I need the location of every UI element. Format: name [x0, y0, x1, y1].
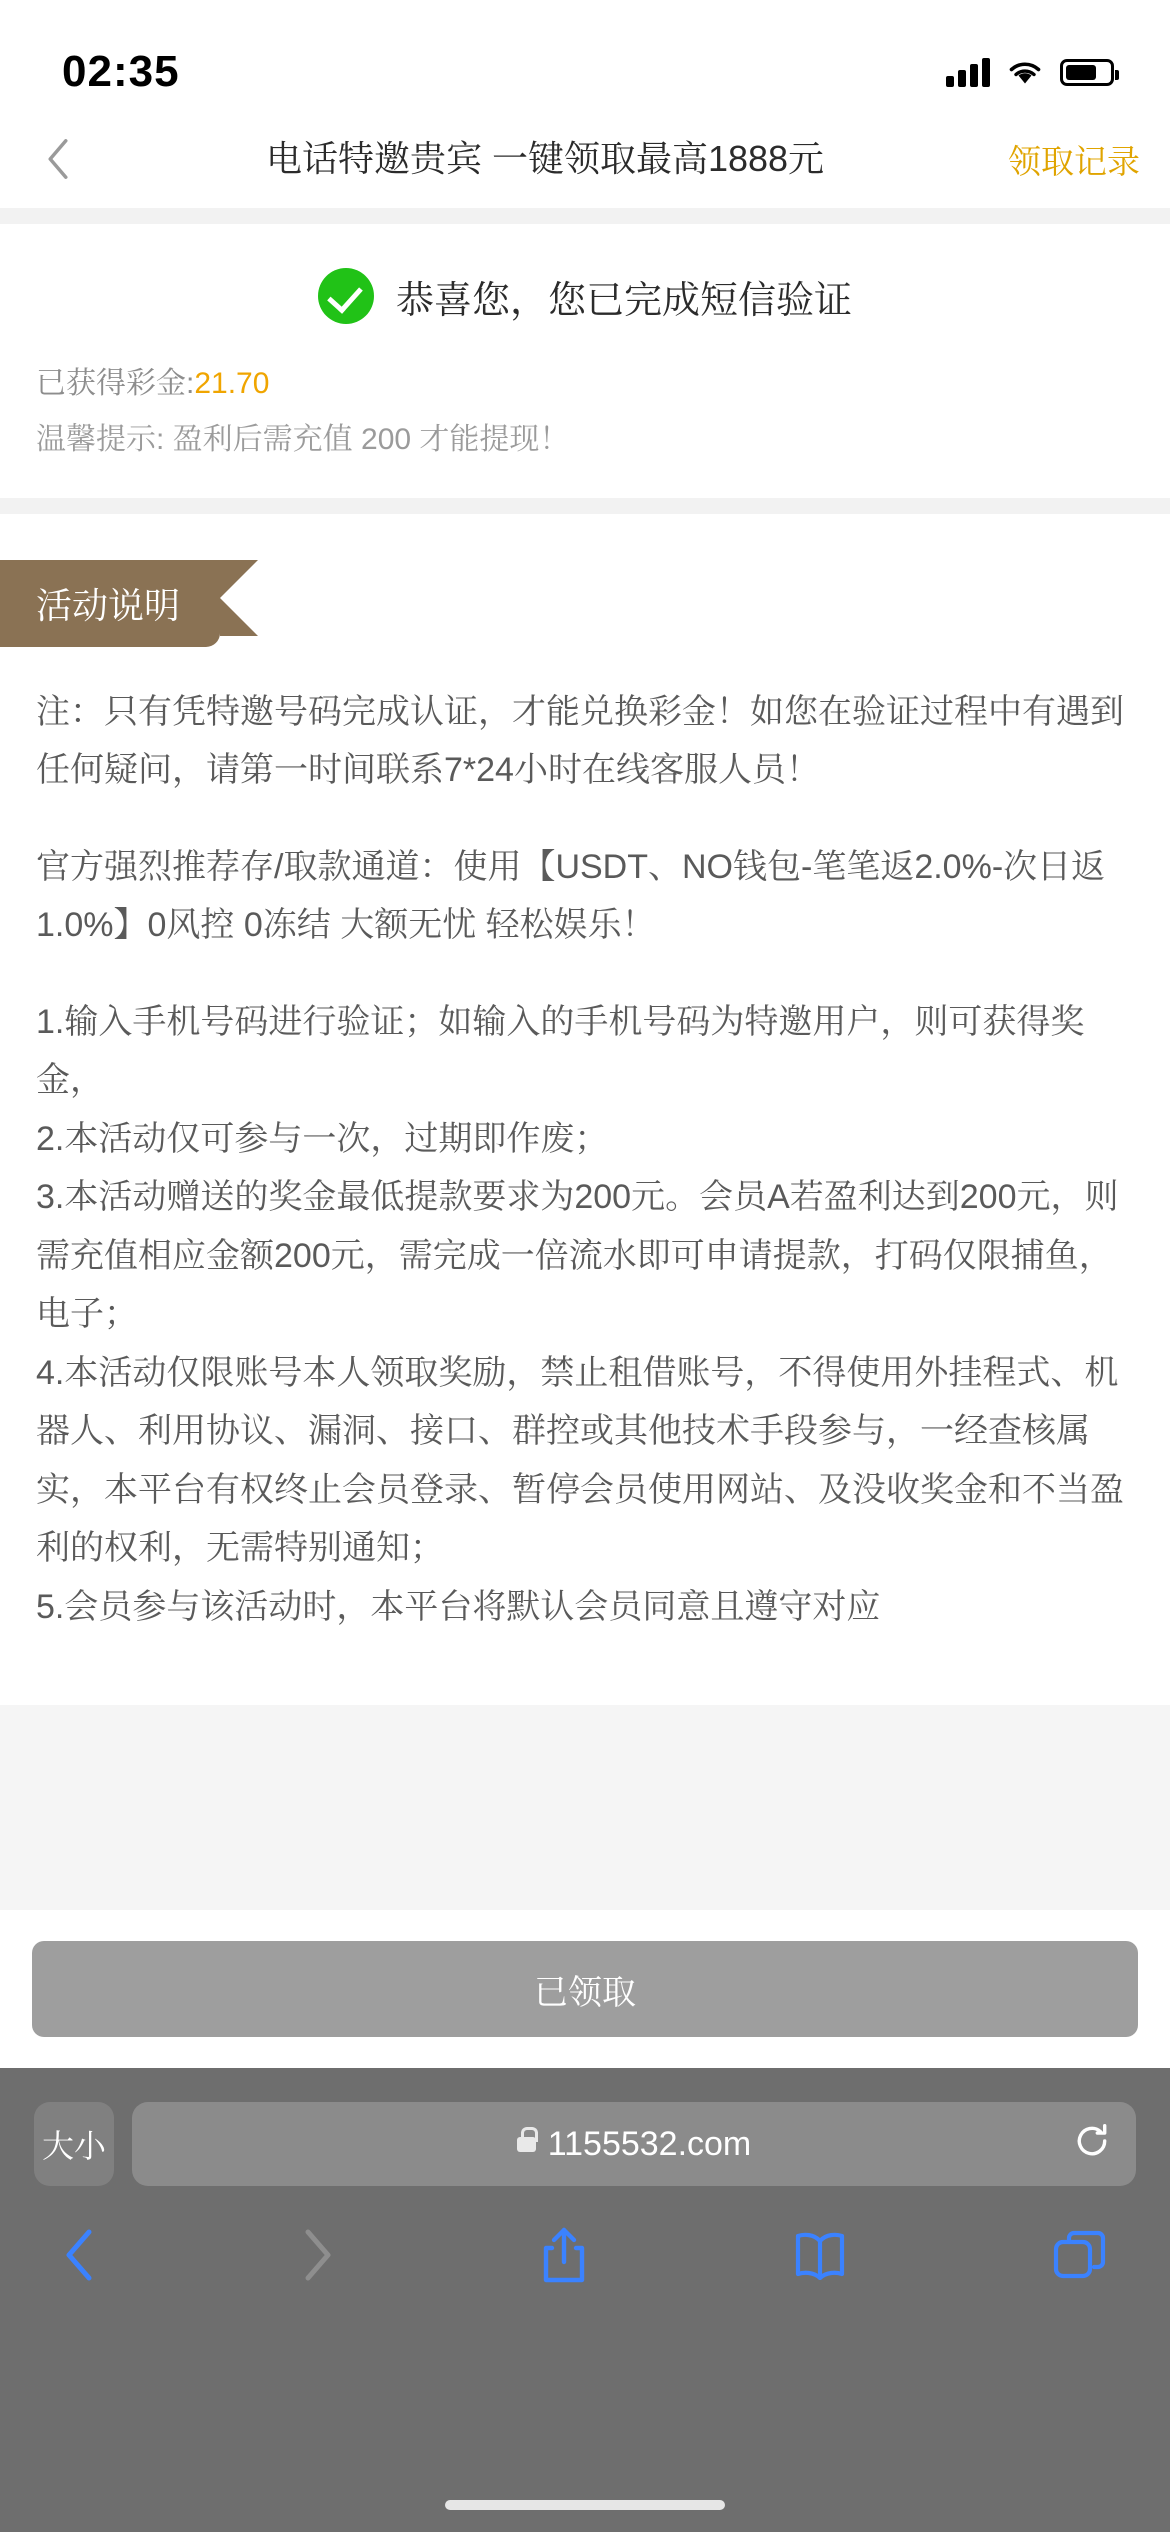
back-button[interactable]: [28, 129, 88, 189]
divider: [0, 208, 1170, 224]
status-bar: [0, 0, 1170, 110]
earned-amount-line: [36, 358, 1134, 402]
earned-label: 已获得彩金:: [36, 367, 195, 400]
verification-status-card: [0, 224, 1170, 498]
navigation-bar: [0, 110, 1170, 208]
section-ribbon-title: 活动说明: [0, 560, 220, 647]
rule-item-2: 2.本活动仅可参与一次，过期即作废；: [36, 1119, 609, 1158]
success-message: 恭喜您，您已完成短信验证: [395, 279, 852, 322]
lock-icon: [517, 2137, 536, 2152]
browser-toolbar: [0, 2186, 1170, 2289]
rule-item-5: 5.会员参与该活动时，本平台将默认会员同意且遵守对应: [36, 1587, 881, 1626]
address-bar-row: [0, 2068, 1170, 2186]
status-icons: [946, 57, 1114, 87]
success-row: [36, 268, 1134, 324]
rule-item-1: 1.输入手机号码进行验证；如输入的手机号码为特邀用户，则可获得奖金，: [36, 1002, 1085, 1100]
browser-back-icon[interactable]: [62, 2228, 96, 2287]
wifi-icon: [1006, 58, 1044, 86]
rule-item-4: 4.本活动仅限账号本人领取奖励，禁止租借账号，不得使用外挂程式、机器人、利用协议、漏洞、接口、群控或其他技术手段参与，一经查核属实，本平台有权终止会员登录、暂停会员使用网站、及没收奖金和不当盈利的权利，无需特别通知；: [36, 1353, 1124, 1568]
rules-paragraph-channel: 官方强烈推荐存/取款通道：使用【USDT、NO钱包-笔笔返2.0%-次日返1.0%】0风控 0冻结 大额无忧 轻松娱乐！: [36, 847, 1106, 945]
home-indicator: [445, 2500, 725, 2510]
activity-description-section: [0, 514, 1170, 1705]
earned-amount: 21.70: [194, 367, 270, 400]
rules-scroll-area[interactable]: [0, 647, 1170, 1695]
tabs-icon[interactable]: [1052, 2229, 1108, 2286]
page-settings-button[interactable]: 大小: [34, 2102, 114, 2186]
bookmarks-icon[interactable]: [793, 2230, 847, 2285]
share-icon[interactable]: [540, 2226, 588, 2289]
claim-records-link[interactable]: 领取记录: [1008, 142, 1140, 180]
url-text: 1155532.com: [547, 2124, 752, 2163]
cellular-signal-icon: [946, 57, 990, 87]
reload-icon[interactable]: [1074, 2123, 1110, 2166]
rules-text: [0, 647, 1170, 1636]
ribbon-wrap: [0, 514, 1170, 647]
battery-icon: [1060, 59, 1114, 86]
bottom-action-bar: [0, 1910, 1170, 2068]
page-title: 电话特邀贵宾 一键领取最高1888元: [265, 137, 825, 179]
claim-button[interactable]: 已领取: [32, 1941, 1138, 2037]
rules-paragraph-note: 注：只有凭特邀号码完成认证，才能兑换彩金！如您在验证过程中有遇到任何疑问，请第一时间联系7*24小时在线客服人员！: [36, 693, 1124, 790]
status-time: 02:35: [62, 47, 180, 96]
rule-item-3: 3.本活动赠送的奖金最低提款要求为200元。会员A若盈利达到200元，则需充值相应金额200元，需完成一倍流水即可申请提款，打码仅限捕鱼，电子；: [36, 1178, 1119, 1334]
withdraw-tip: 温馨提示: 盈利后需充值 200 才能提现！: [36, 423, 570, 456]
url-bar[interactable]: [132, 2102, 1136, 2186]
divider: [0, 498, 1170, 514]
browser-chrome: [0, 2068, 1170, 2532]
browser-forward-icon: [301, 2228, 335, 2287]
check-circle-icon: [318, 268, 374, 324]
